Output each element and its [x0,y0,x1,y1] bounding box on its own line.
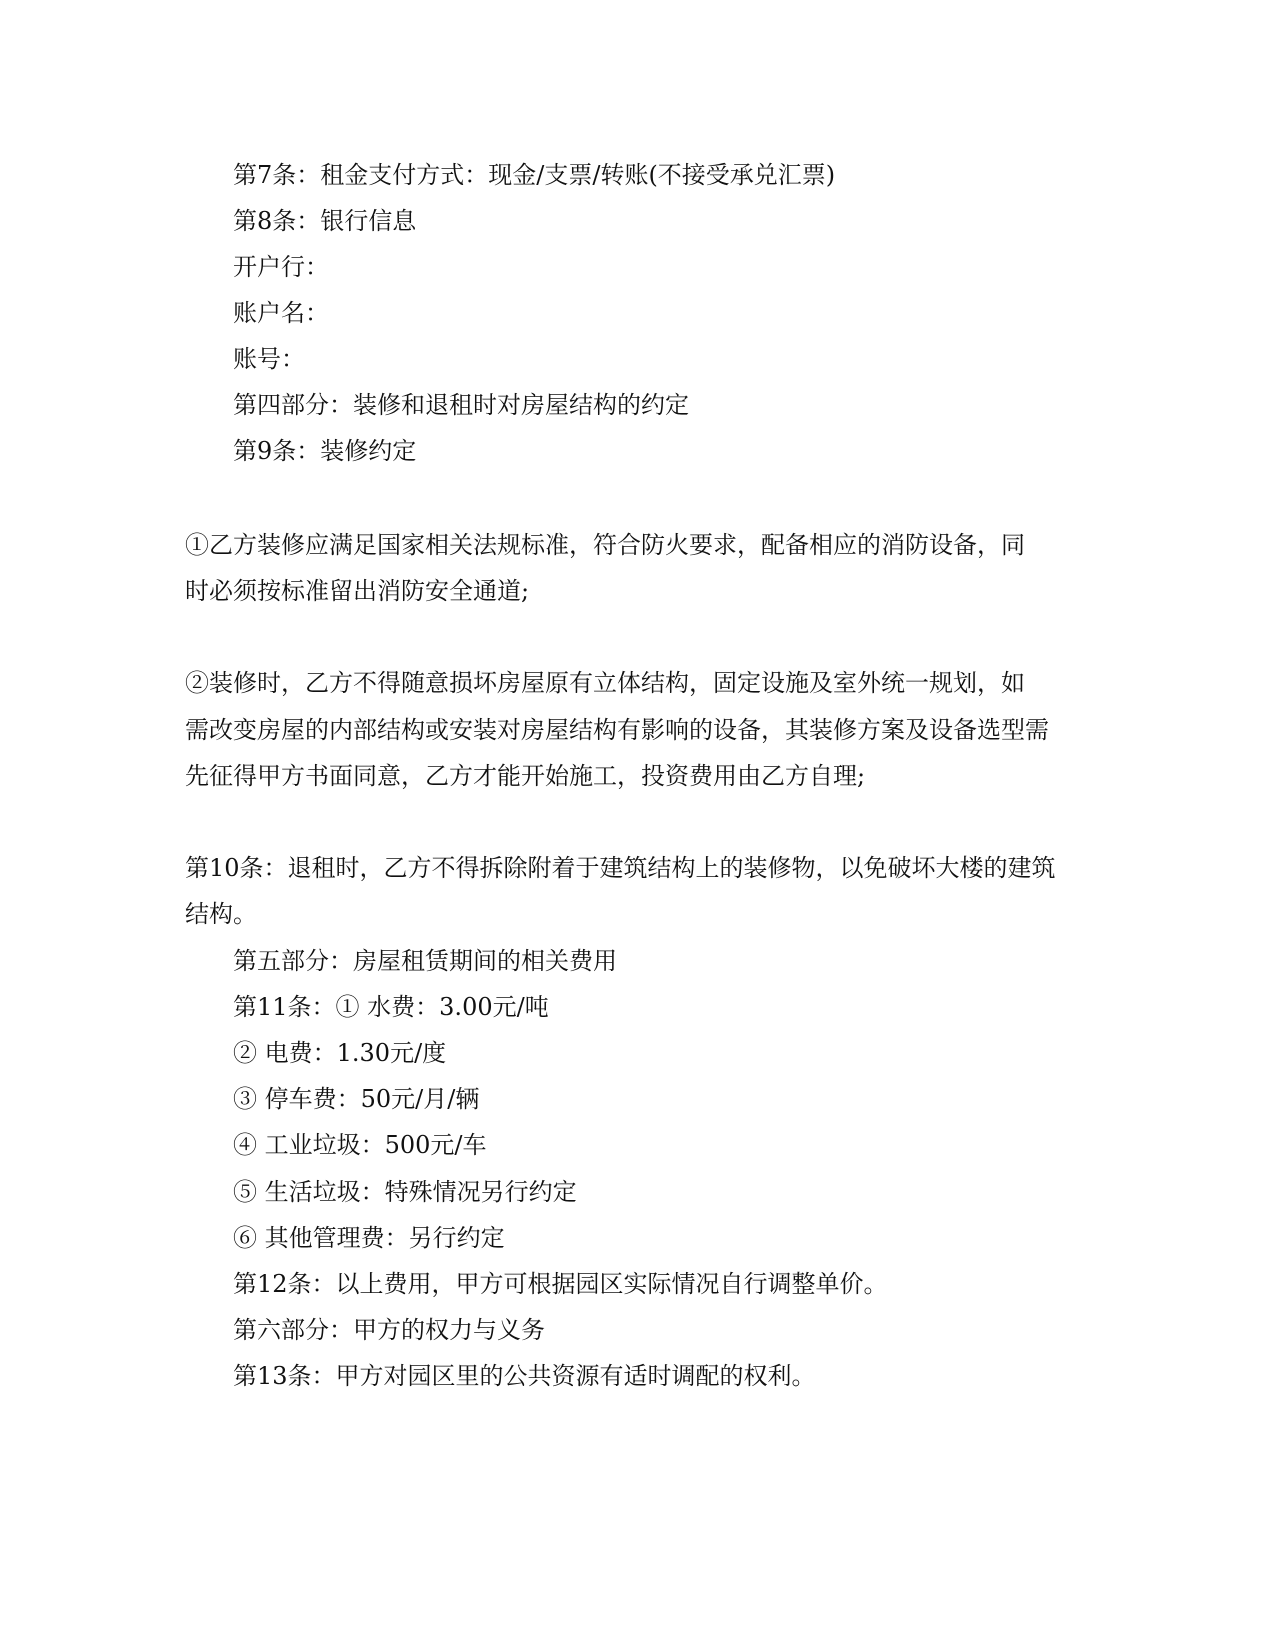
account-number-label: 账号： [233,345,305,373]
clause-9-item-2-line-3: 先征得甲方书面同意，乙方才能开始施工，投资费用由乙方自理; [185,762,866,790]
other-management-fee: ⑥ 其他管理费：另行约定 [233,1224,505,1252]
clause-10-line-2: 结构。 [185,900,257,928]
parking-fee: ③ 停车费：50元/月/辆 [233,1085,480,1113]
household-waste-fee: ⑤ 生活垃圾：特殊情况另行约定 [233,1178,577,1206]
clause-13: 第13条：甲方对园区里的公共资源有适时调配的权利。 [233,1362,816,1390]
clause-12: 第12条：以上费用，甲方可根据园区实际情况自行调整单价。 [233,1270,888,1298]
clause-9-item-2-line-2: 需改变房屋的内部结构或安装对房屋结构有影响的设备，其装修方案及设备选型需 [185,716,1049,744]
clause-9-item-1-line-1: ①乙方装修应满足国家相关法规标准，符合防火要求，配备相应的消防设备，同 [185,531,1025,559]
clause-9-item-1-line-2: 时必须按标准留出消防安全通道; [185,577,530,605]
clause-8-bank-info: 第8条：银行信息 [233,207,417,235]
clause-7-payment-method: 第7条：租金支付方式：现金/支票/转账(不接受承兑汇票) [233,161,836,189]
clause-11-water-fee: 第11条：① 水费：3.00元/吨 [233,993,549,1021]
part-4-heading: 第四部分：装修和退租时对房屋结构的约定 [233,391,689,419]
part-5-heading: 第五部分：房屋租赁期间的相关费用 [233,947,617,975]
electricity-fee: ② 电费：1.30元/度 [233,1039,447,1067]
account-name-label: 账户名： [233,299,329,327]
clause-10-line-1: 第10条：退租时，乙方不得拆除附着于建筑结构上的装修物，以免破坏大楼的建筑 [185,854,1056,882]
clause-9-item-2-line-1: ②装修时，乙方不得随意损坏房屋原有立体结构，固定设施及室外统一规划，如 [185,669,1025,697]
industrial-waste-fee: ④ 工业垃圾：500元/车 [233,1131,487,1159]
clause-9-heading: 第9条：装修约定 [233,437,417,465]
part-6-heading: 第六部分：甲方的权力与义务 [233,1316,545,1344]
bank-name-label: 开户行： [233,253,329,281]
